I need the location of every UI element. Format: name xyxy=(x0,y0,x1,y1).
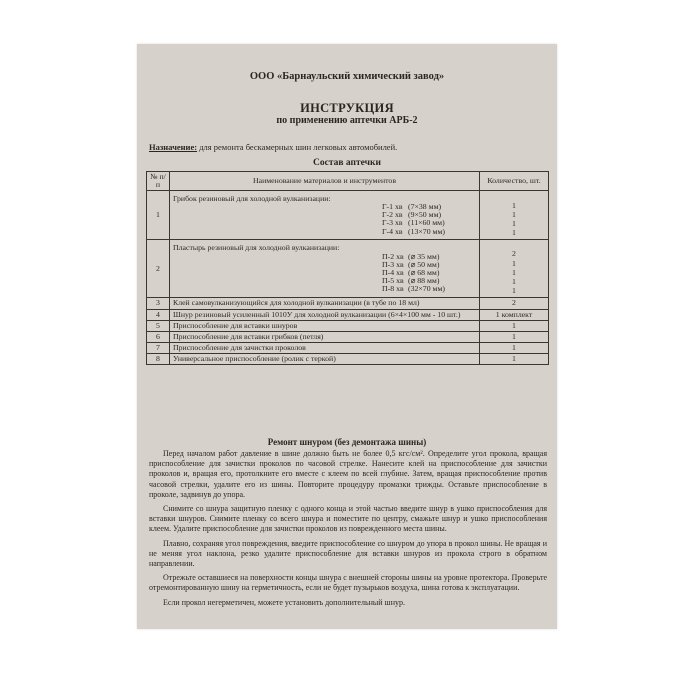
sub-item-code: П-8 хв xyxy=(382,284,404,294)
table-row xyxy=(147,320,549,331)
kit-contents-table xyxy=(146,171,549,365)
row-qty xyxy=(480,191,549,240)
row-qty: 2 xyxy=(480,298,549,309)
table-row xyxy=(147,343,549,354)
sub-item-qty: 1 xyxy=(512,228,516,238)
table-title: Состав аптечки xyxy=(313,158,381,168)
sub-item-dim: (7×38 мм) xyxy=(408,202,442,212)
document-title: ИНСТРУКЦИЯ xyxy=(300,101,394,115)
row-num: 3 xyxy=(147,298,170,309)
sub-item-dim: (11×60 мм) xyxy=(408,218,445,228)
sub-item-qty: 2 xyxy=(512,249,516,259)
row-name xyxy=(170,240,480,298)
row-qty: 1 xyxy=(480,320,549,331)
row-qty: 1 xyxy=(480,343,549,354)
paragraph: Перед началом работ давление в шине должно быть не более 0,5 кгс/см². Определите угол прокола, вращая приспособление для зачистки проколов по часовой стрелке. Нанесите клей на приспособление для зачистки проколов и, вращая его, протолкните его вместе с клеем по всей глубине. Затем, вращая приспособление против часовой стрелки, удалите его из шины. Повторите процедуру промазки трижды. Оставьте приспособление в проколе, задвинув до упора. xyxy=(149,449,547,499)
sub-item-qty: 1 xyxy=(512,258,516,268)
row-num: 1 xyxy=(147,191,170,240)
row-name: Клей самовулканизующийся для холодной вулканизации (в тубе по 18 мл) xyxy=(170,298,480,309)
header-name: Наименование материалов и инструментов xyxy=(170,172,480,191)
header-num: № п/п xyxy=(147,172,170,191)
sub-item xyxy=(173,228,476,236)
table-row xyxy=(147,354,549,365)
instruction-sheet xyxy=(137,44,557,629)
paragraph: Снимите со шнура защитную пленку с одного конца и этой частью введите шнур в ушко приспособления для вставки шнуров. Снимите пленку со всего шнура и поместите по центру, смажьте шнур и ушко приспособления клеем. Удалите приспособление для зачистки проколов из поврежденного места шины. xyxy=(149,504,547,534)
document-subtitle: по применению аптечки АРБ-2 xyxy=(276,115,418,126)
table-row xyxy=(147,309,549,320)
paragraph: Плавно, сохраняя угол повреждения, введите приспособление со шнуром до упора в прокол шины. Не вращая и не меняя угол наклона, резко удалите приспособление для вставки шнуров из прокола строго в обратном направлении. xyxy=(149,538,547,569)
sub-item-code: П-2 хв xyxy=(382,251,404,261)
row-num: 5 xyxy=(147,320,170,331)
sub-item-code: Г-2 хв xyxy=(382,210,403,220)
sub-item-qty: 1 xyxy=(512,209,516,219)
purpose-line xyxy=(149,142,397,152)
table-row xyxy=(147,298,549,309)
row-num: 8 xyxy=(147,354,170,365)
row-name: Приспособление для вставки грибков (петля) xyxy=(170,331,480,342)
row-qty: 1 xyxy=(480,331,549,342)
row-num: 4 xyxy=(147,309,170,320)
sub-item-code: Г-3 хв xyxy=(382,218,403,228)
sub-item-code: П-3 хв xyxy=(382,259,404,269)
repair-instructions xyxy=(149,449,547,612)
sub-item-dim: (⌀ 50 мм) xyxy=(408,259,440,269)
purpose-text: для ремонта бескамерных шин легковых автомобилей. xyxy=(197,142,398,152)
row-name-text: Грибок резиновый для холодной вулканизации: xyxy=(173,193,331,203)
row-name: Приспособление для вставки шнуров xyxy=(170,320,480,331)
header-qty: Количество, шт. xyxy=(480,172,549,191)
table-row xyxy=(147,331,549,342)
row-num: 7 xyxy=(147,343,170,354)
row-num: 6 xyxy=(147,331,170,342)
sub-item-dim: (13×70 мм) xyxy=(408,226,446,236)
purpose-label: Назначение: xyxy=(149,142,198,152)
sub-item-qty: 1 xyxy=(512,277,516,287)
table-row xyxy=(147,191,549,240)
row-qty: 1 комплект xyxy=(480,309,549,320)
row-qty xyxy=(480,240,549,298)
sub-item-dim: (⌀ 88 мм) xyxy=(408,276,440,286)
sub-item-code: П-4 хв xyxy=(382,267,404,277)
sub-item-qty: 1 xyxy=(512,286,516,296)
row-name: Шнур резиновый усиленный 1010У для холодной вулканизации (6×4×100 мм - 10 шт.) xyxy=(170,309,480,320)
row-num: 2 xyxy=(147,240,170,298)
sub-item-dim: (9×50 мм) xyxy=(408,210,442,220)
sub-item-dim: (⌀ 68 мм) xyxy=(408,267,440,277)
row-qty: 1 xyxy=(480,354,549,365)
sub-item-dim: (⌀ 35 мм) xyxy=(408,251,440,261)
paragraph: Если прокол негерметичен, можете установить дополнительный шнур. xyxy=(163,597,405,607)
paragraph: Отрежьте оставшиеся на поверхности концы шнура с внешней стороны шины на уровне протектора. Проверьте отремонтированную шину на герметичность, если не будет пузырьков воздуха, шина готова к эксплуатации. xyxy=(149,573,547,593)
sub-item-code: Г-1 хв xyxy=(382,202,403,212)
sub-item-code: П-5 хв xyxy=(382,276,404,286)
row-name xyxy=(170,191,480,240)
row-name-text: Пластырь резиновый для холодной вулканизации: xyxy=(173,243,340,253)
repair-section-title: Ремонт шнуром (без демонтажа шины) xyxy=(267,437,427,447)
table-header-row xyxy=(147,172,549,191)
row-name: Приспособление для зачистки проколов xyxy=(170,343,480,354)
sub-item-qty: 1 xyxy=(512,218,516,228)
sub-item-code: Г-4 хв xyxy=(382,226,403,236)
sub-item-qty: 1 xyxy=(512,267,516,277)
sub-item xyxy=(173,285,476,293)
sub-item-dim: (32×70 мм) xyxy=(408,284,446,294)
sub-item-qty: 1 xyxy=(512,200,516,210)
row-name: Универсальное приспособление (ролик с теркой) xyxy=(170,354,480,365)
table-row xyxy=(147,240,549,298)
company-name: ООО «Барнаульский химический завод» xyxy=(249,71,445,82)
